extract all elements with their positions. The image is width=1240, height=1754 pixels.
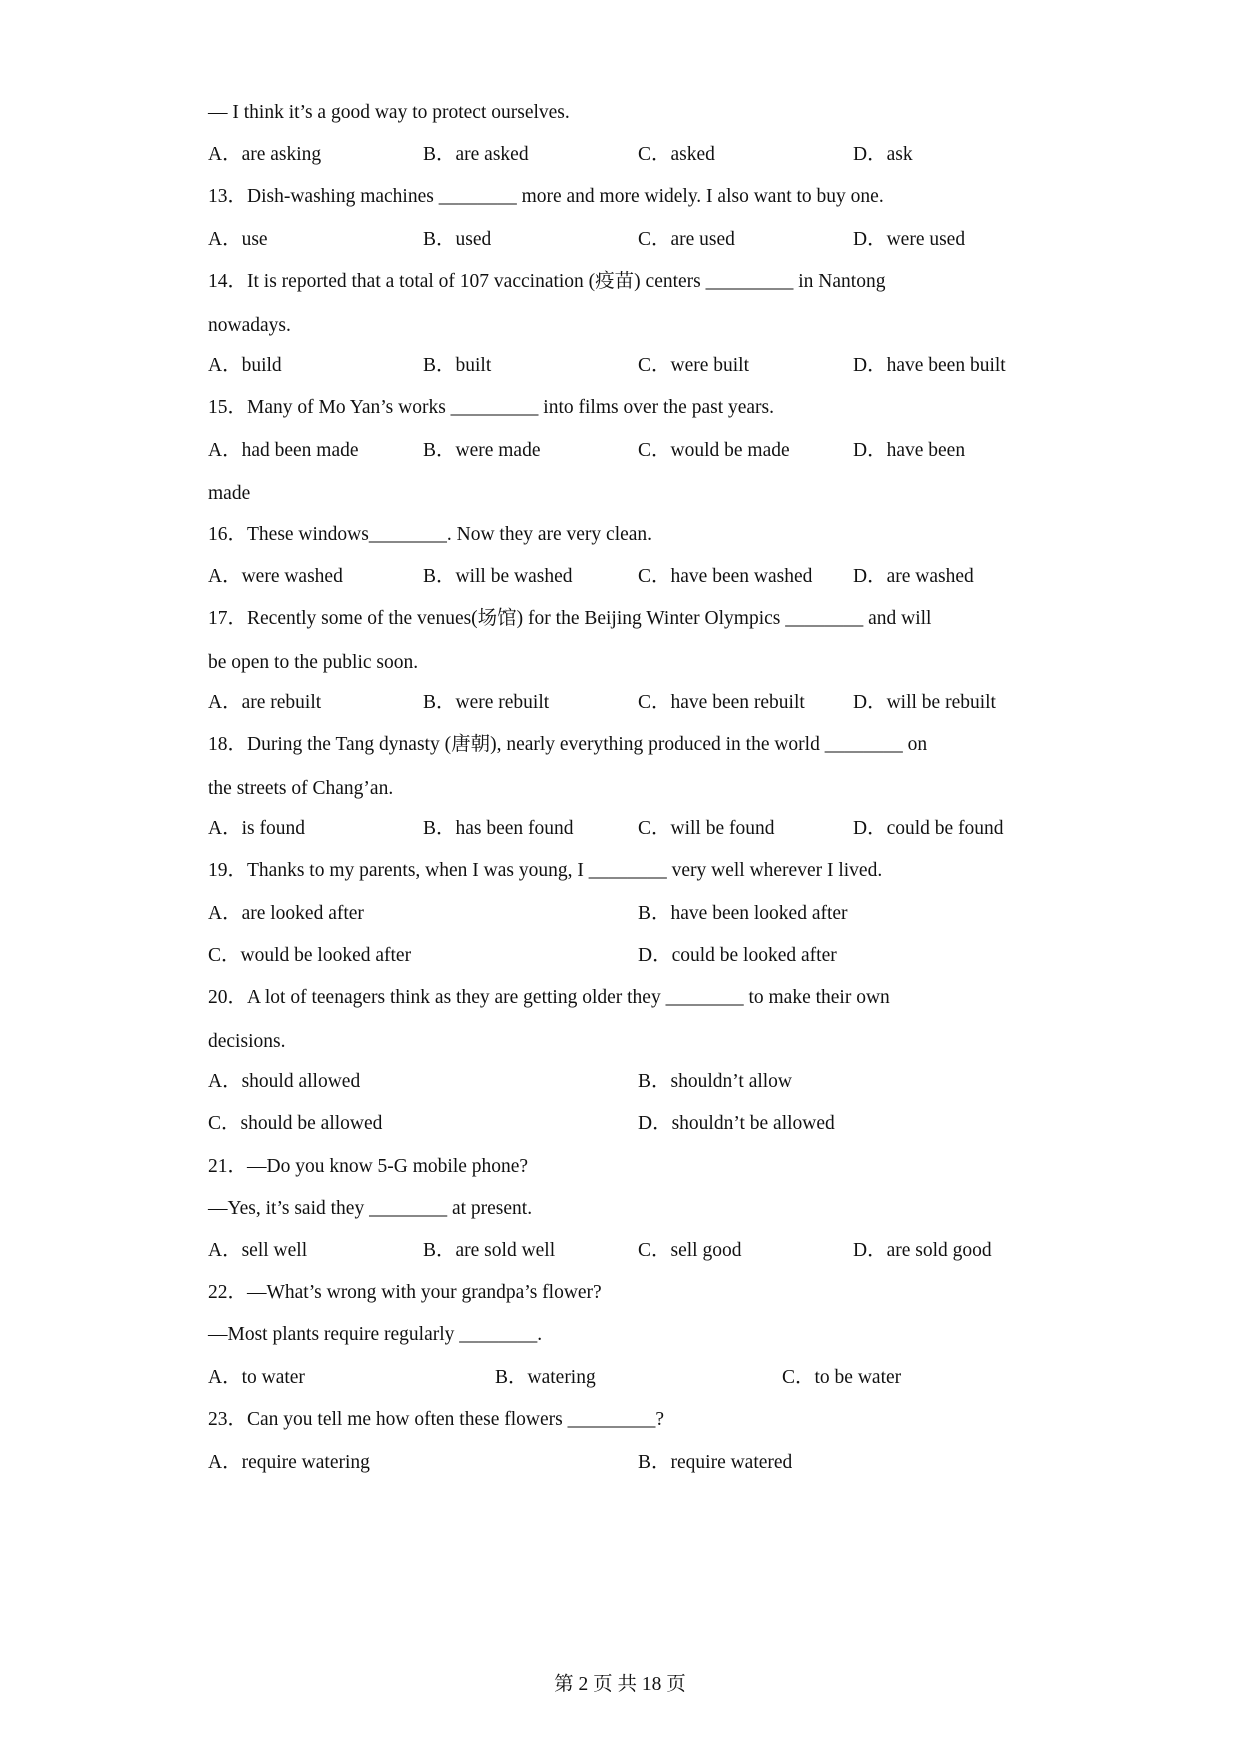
q14-question-cont: nowadays. [208, 315, 291, 336]
q19-options-row2 [0, 944, 1240, 968]
q21-option-b: B．are sold well [423, 1240, 556, 1261]
q21-question-cont: —Yes, it’s said they ________ at present. [208, 1198, 533, 1219]
q20-question-cont: decisions. [208, 1031, 286, 1052]
q19-option-b: B．have been looked after [638, 903, 848, 924]
q19-option-c: C．would be looked after [208, 945, 412, 966]
q19-options-row1 [0, 902, 1240, 926]
q23-question: 23．Can you tell me how often these flowers _________? [208, 1409, 664, 1430]
q19-option-a: A．are looked after [208, 903, 364, 924]
q22-option-c: C．to be water [782, 1367, 902, 1388]
q18-question-cont: the streets of Chang’an. [208, 778, 394, 799]
q17-option-b: B．were rebuilt [423, 692, 550, 713]
q20-options-row2 [0, 1112, 1240, 1136]
q15-option-d-cont: made [208, 483, 251, 504]
q17-question-cont: be open to the public soon. [208, 652, 419, 673]
q23-option-a: A．require watering [208, 1452, 370, 1473]
q21-option-a: A．sell well [208, 1240, 308, 1261]
q18-option-b: B．has been found [423, 818, 574, 839]
q18-option-a: A．is found [208, 818, 305, 839]
q17-option-c: C．have been rebuilt [638, 692, 805, 713]
q21-option-c: C．sell good [638, 1240, 742, 1261]
q12-option-b: B．are asked [423, 144, 529, 165]
q15-option-b: B．were made [423, 440, 541, 461]
q20-question: 20．A lot of teenagers think as they are getting older they ________ to make their own [208, 987, 890, 1008]
q14-option-a: A．build [208, 355, 282, 376]
q16-option-b: B．will be washed [423, 566, 573, 587]
q14-option-b: B．built [423, 355, 492, 376]
q19-option-d: D．could be looked after [638, 945, 837, 966]
q23-options [0, 1451, 1240, 1475]
q13-option-a: A．use [208, 229, 268, 250]
q20-option-c: C．should be allowed [208, 1113, 383, 1134]
q13-option-d: D．were used [853, 229, 966, 250]
q22-question-cont: —Most plants require regularly ________. [208, 1324, 543, 1345]
q19-question: 19．Thanks to my parents, when I was young, I ________ very well wherever I lived. [208, 860, 883, 881]
q22-option-a: A．to water [208, 1367, 305, 1388]
q15-options [0, 439, 1240, 463]
q18-options [0, 817, 1240, 841]
q20-options-row1 [0, 1070, 1240, 1094]
q12-answer-line: — I think it’s a good way to protect ourselves. [208, 102, 570, 123]
q16-option-c: C．have been washed [638, 566, 813, 587]
q14-question: 14．It is reported that a total of 107 vaccination (疫苗) centers _________ in Nantong [208, 271, 886, 292]
q16-question: 16．These windows________. Now they are very clean. [208, 524, 653, 545]
q17-option-a: A．are rebuilt [208, 692, 322, 713]
q15-option-d: D．have been [853, 440, 966, 461]
q12-options [0, 143, 1240, 167]
q21-option-d: D．are sold good [853, 1240, 992, 1261]
q22-options [0, 1366, 1240, 1390]
q17-option-d: D．will be rebuilt [853, 692, 996, 713]
q18-question: 18．During the Tang dynasty (唐朝), nearly everything produced in the world ________ on [208, 734, 928, 755]
q13-options [0, 228, 1240, 252]
q22-option-b: B．watering [495, 1367, 596, 1388]
q13-question: 13．Dish-washing machines ________ more and more widely. I also want to buy one. [208, 186, 884, 207]
q18-option-d: D．could be found [853, 818, 1004, 839]
q13-option-b: B．used [423, 229, 492, 250]
q18-option-c: C．will be found [638, 818, 775, 839]
q22-question: 22．—What’s wrong with your grandpa’s flower? [208, 1282, 602, 1303]
q17-options [0, 691, 1240, 715]
q14-option-d: D．have been built [853, 355, 1006, 376]
q21-options [0, 1239, 1240, 1263]
q15-question: 15．Many of Mo Yan’s works _________ into films over the past years. [208, 397, 775, 418]
q15-option-a: A．had been made [208, 440, 359, 461]
q20-option-a: A．should allowed [208, 1071, 361, 1092]
q14-options [0, 354, 1240, 378]
page-footer: 第 2 页 共 18 页 [554, 1674, 686, 1695]
q16-option-d: D．are washed [853, 566, 974, 587]
q13-option-c: C．are used [638, 229, 735, 250]
q12-option-d: D．ask [853, 144, 913, 165]
q14-option-c: C．were built [638, 355, 750, 376]
q12-option-c: C．asked [638, 144, 715, 165]
q20-option-b: B．shouldn’t allow [638, 1071, 793, 1092]
q16-option-a: A．were washed [208, 566, 343, 587]
q16-options [0, 565, 1240, 589]
q23-option-b: B．require watered [638, 1452, 793, 1473]
q21-question: 21．—Do you know 5-G mobile phone? [208, 1156, 529, 1177]
q20-option-d: D．shouldn’t be allowed [638, 1113, 835, 1134]
q12-option-a: A．are asking [208, 144, 322, 165]
q15-option-c: C．would be made [638, 440, 790, 461]
q17-question: 17．Recently some of the venues(场馆) for the Beijing Winter Olympics ________ and will [208, 608, 932, 629]
